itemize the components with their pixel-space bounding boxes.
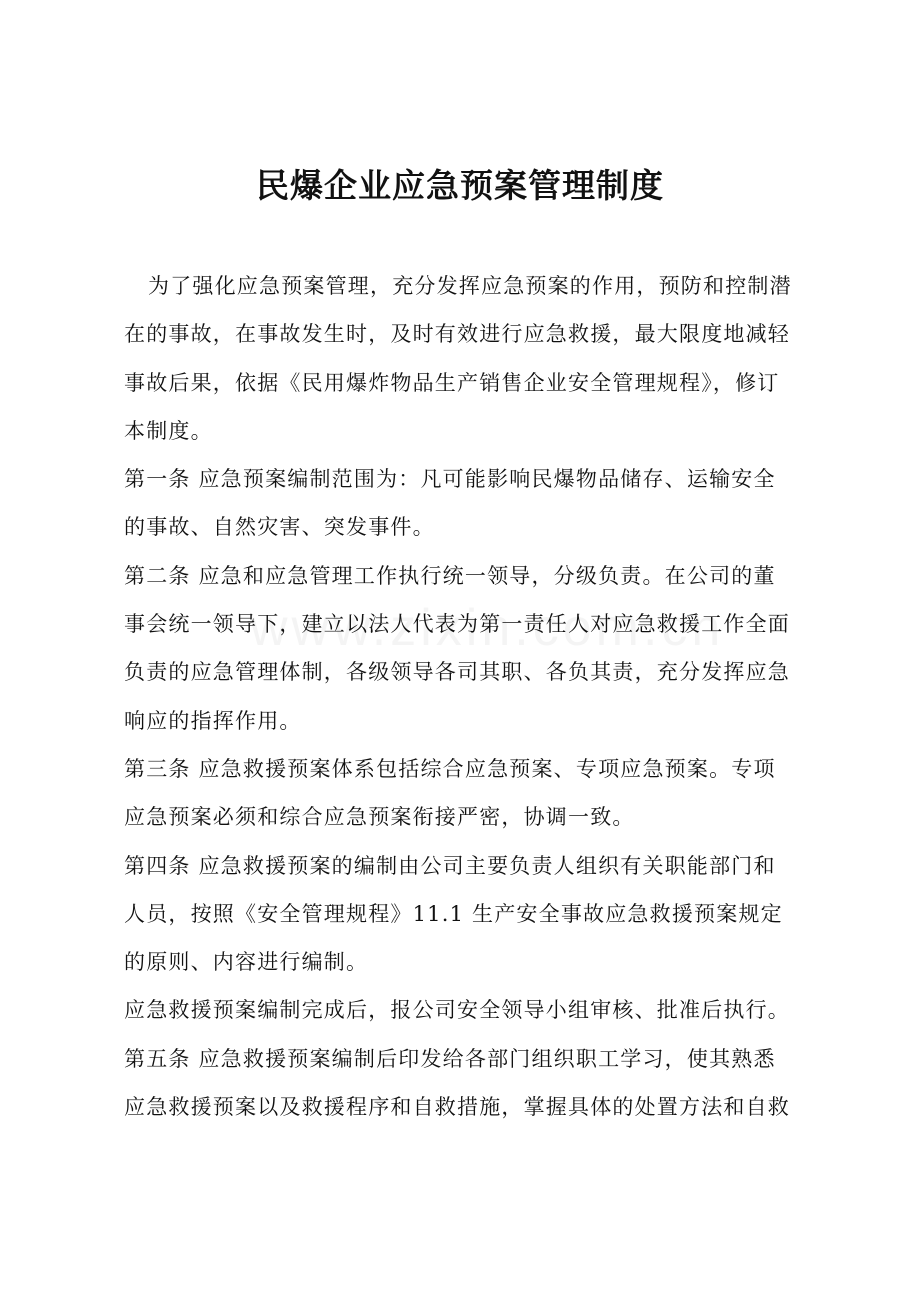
document-title: 民爆企业应急预案管理制度 bbox=[256, 166, 664, 205]
paragraph-line: 本制度。 bbox=[124, 418, 213, 443]
paragraph-line: 的原则、内容进行编制。 bbox=[124, 950, 369, 975]
paragraph-line: 响应的指挥作用。 bbox=[124, 708, 302, 733]
document-body bbox=[124, 262, 814, 1131]
paragraph-line: 应急救援预案编制完成后，报公司安全领导小组审核、批准后执行。 bbox=[124, 998, 790, 1023]
paragraph-line: 人员，按照《安全管理规程》11.1 生产安全事故应急救援预案规定 bbox=[124, 901, 783, 926]
paragraph-line: 事故后果，依据《民用爆炸物品生产销售企业安全管理规程》，修订 bbox=[124, 370, 780, 395]
paragraph-line: 为了强化应急预案管理，充分发挥应急预案的作用，预防和控制潜 bbox=[148, 274, 792, 298]
paragraph-line: 第五条 应急救援预案编制后印发给各部门组织职工学习，使其熟悉 bbox=[124, 1046, 776, 1071]
paragraph-line: 负责的应急管理体制，各级领导各司其职、各负其责，充分发挥应急 bbox=[124, 660, 790, 685]
paragraph-line: 的事故、自然灾害、突发事件。 bbox=[124, 515, 435, 540]
paragraph-line: 事会统一领导下，建立以法人代表为第一责任人对应急救援工作全面 bbox=[124, 612, 790, 637]
paragraph-line: 应急救援预案以及救援程序和自救措施，掌握具体的处置方法和自救 bbox=[124, 1095, 790, 1120]
paragraph-line: 第三条 应急救援预案体系包括综合应急预案、专项应急预案。专项 bbox=[124, 756, 776, 781]
paragraph-line: 第一条 应急预案编制范围为：凡可能影响民爆物品储存、运输安全 bbox=[124, 467, 776, 492]
paragraph-line: 在的事故，在事故发生时，及时有效进行应急救援，最大限度地减轻 bbox=[124, 322, 790, 347]
paragraph-line: 第二条 应急和应急管理工作执行统一领导，分级负责。在公司的董 bbox=[124, 563, 776, 588]
paragraph-line: 第四条 应急救援预案的编制由公司主要负责人组织有关职能部门和 bbox=[124, 853, 776, 878]
paragraph-line: 应急预案必须和综合应急预案衔接严密，协调一致。 bbox=[124, 805, 635, 830]
